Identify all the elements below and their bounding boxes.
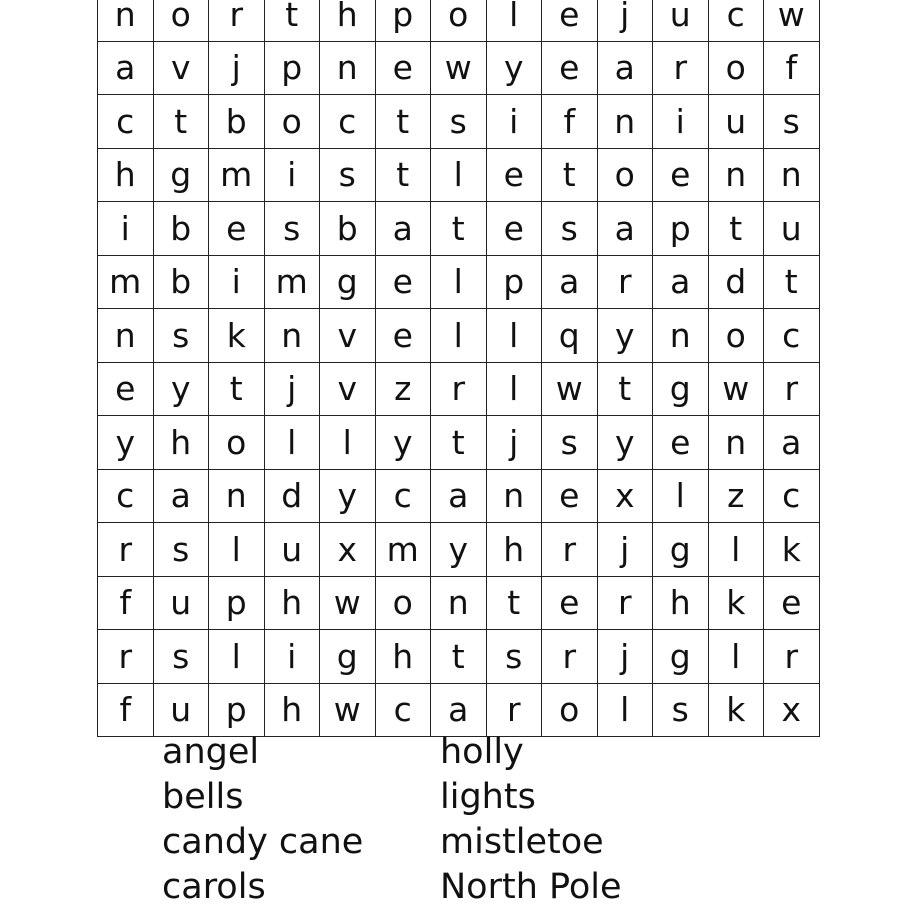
grid-cell[interactable]: r bbox=[542, 523, 598, 577]
grid-cell[interactable]: l bbox=[209, 630, 265, 684]
grid-cell[interactable]: x bbox=[320, 523, 376, 577]
grid-cell[interactable]: c bbox=[320, 95, 376, 149]
grid-cell[interactable]: s bbox=[153, 309, 209, 363]
word-list-item: lights bbox=[440, 777, 536, 817]
grid-cell[interactable]: t bbox=[375, 95, 431, 149]
grid-cell[interactable]: n bbox=[708, 148, 764, 202]
grid-cell[interactable]: p bbox=[209, 683, 265, 737]
grid-cell[interactable]: t bbox=[375, 148, 431, 202]
grid-cell[interactable]: o bbox=[708, 309, 764, 363]
grid-cell[interactable]: e bbox=[542, 41, 598, 95]
grid-cell[interactable]: o bbox=[375, 576, 431, 630]
grid-cell[interactable]: u bbox=[153, 683, 209, 737]
grid-cell[interactable]: l bbox=[653, 469, 709, 523]
grid-cell[interactable]: m bbox=[264, 255, 320, 309]
grid-cell[interactable]: u bbox=[653, 0, 709, 41]
grid-cell[interactable]: w bbox=[708, 362, 764, 416]
grid-cell[interactable]: e bbox=[98, 362, 154, 416]
word-list-item: North Pole bbox=[440, 867, 622, 907]
grid-cell[interactable]: s bbox=[264, 202, 320, 256]
grid-cell[interactable]: p bbox=[653, 202, 709, 256]
word-list-item: candy cane bbox=[162, 822, 364, 862]
grid-cell[interactable]: a bbox=[98, 41, 154, 95]
grid-cell[interactable]: a bbox=[153, 469, 209, 523]
grid-cell[interactable]: r bbox=[431, 362, 487, 416]
grid-cell[interactable]: s bbox=[486, 630, 542, 684]
grid-cell[interactable]: r bbox=[98, 630, 154, 684]
grid-cell[interactable]: e bbox=[764, 576, 820, 630]
grid-cell[interactable]: y bbox=[375, 416, 431, 470]
grid-cell[interactable]: l bbox=[708, 630, 764, 684]
word-list-item: bells bbox=[162, 777, 244, 817]
grid-cell[interactable]: o bbox=[209, 416, 265, 470]
grid-cell[interactable]: h bbox=[264, 576, 320, 630]
word-list-item: carols bbox=[162, 867, 266, 907]
grid-row bbox=[98, 255, 820, 309]
grid-cell[interactable]: a bbox=[597, 202, 653, 256]
grid-cell[interactable]: r bbox=[764, 362, 820, 416]
grid-cell[interactable]: c bbox=[98, 95, 154, 149]
grid-cell[interactable]: v bbox=[320, 309, 376, 363]
grid-cell[interactable]: k bbox=[209, 309, 265, 363]
grid-cell[interactable]: w bbox=[542, 362, 598, 416]
grid-cell[interactable]: k bbox=[708, 576, 764, 630]
grid-cell[interactable]: t bbox=[209, 362, 265, 416]
grid-cell[interactable]: v bbox=[153, 41, 209, 95]
grid-cell[interactable]: t bbox=[597, 362, 653, 416]
grid-cell[interactable]: o bbox=[431, 0, 487, 41]
grid-cell[interactable]: t bbox=[153, 95, 209, 149]
grid-row bbox=[98, 148, 820, 202]
grid-cell[interactable]: s bbox=[320, 148, 376, 202]
grid-cell[interactable]: j bbox=[264, 362, 320, 416]
grid-cell[interactable]: r bbox=[653, 41, 709, 95]
grid-row bbox=[98, 683, 820, 737]
grid-cell[interactable]: y bbox=[431, 523, 487, 577]
grid-cell[interactable]: m bbox=[98, 255, 154, 309]
grid-cell[interactable]: k bbox=[708, 683, 764, 737]
grid-cell[interactable]: t bbox=[431, 630, 487, 684]
grid-cell[interactable]: r bbox=[542, 630, 598, 684]
grid-cell[interactable]: g bbox=[153, 148, 209, 202]
grid-cell[interactable]: t bbox=[764, 255, 820, 309]
grid-cell[interactable]: w bbox=[320, 576, 376, 630]
grid-cell[interactable]: y bbox=[320, 469, 376, 523]
grid-cell[interactable]: i bbox=[653, 95, 709, 149]
grid-cell[interactable]: n bbox=[764, 148, 820, 202]
grid-cell[interactable]: y bbox=[153, 362, 209, 416]
grid-cell[interactable]: h bbox=[320, 0, 376, 41]
grid-cell[interactable]: y bbox=[597, 309, 653, 363]
grid-cell[interactable]: g bbox=[653, 523, 709, 577]
grid-row bbox=[98, 202, 820, 256]
grid-cell[interactable]: o bbox=[708, 41, 764, 95]
grid-cell[interactable]: h bbox=[264, 683, 320, 737]
grid-cell[interactable]: n bbox=[653, 309, 709, 363]
grid-cell[interactable]: h bbox=[98, 148, 154, 202]
grid-cell[interactable]: b bbox=[153, 255, 209, 309]
grid-cell[interactable]: i bbox=[264, 630, 320, 684]
grid-cell[interactable]: i bbox=[486, 95, 542, 149]
word-search-grid bbox=[97, 0, 820, 737]
grid-cell[interactable]: w bbox=[431, 41, 487, 95]
grid-cell[interactable]: g bbox=[653, 630, 709, 684]
grid-cell[interactable]: n bbox=[431, 576, 487, 630]
grid-cell[interactable]: f bbox=[764, 41, 820, 95]
grid-cell[interactable]: r bbox=[209, 0, 265, 41]
grid-cell[interactable]: c bbox=[375, 683, 431, 737]
grid-cell[interactable]: c bbox=[764, 309, 820, 363]
grid-cell[interactable]: c bbox=[708, 0, 764, 41]
grid-cell[interactable]: e bbox=[486, 148, 542, 202]
grid-cell[interactable]: w bbox=[764, 0, 820, 41]
grid-cell[interactable]: u bbox=[264, 523, 320, 577]
grid-cell[interactable]: s bbox=[153, 523, 209, 577]
grid-cell[interactable]: q bbox=[542, 309, 598, 363]
grid-cell[interactable]: r bbox=[597, 255, 653, 309]
word-list-left bbox=[162, 730, 363, 910]
grid-cell[interactable]: e bbox=[375, 309, 431, 363]
word-list-item: holly bbox=[440, 732, 524, 772]
grid-cell[interactable]: o bbox=[153, 0, 209, 41]
grid-cell[interactable]: g bbox=[320, 255, 376, 309]
grid-cell[interactable]: n bbox=[264, 309, 320, 363]
grid-cell[interactable]: n bbox=[597, 95, 653, 149]
grid-cell[interactable]: c bbox=[98, 469, 154, 523]
grid-cell[interactable]: s bbox=[153, 630, 209, 684]
grid-body bbox=[98, 0, 820, 737]
grid-cell[interactable]: y bbox=[486, 41, 542, 95]
grid-row bbox=[98, 416, 820, 470]
grid-cell[interactable]: u bbox=[764, 202, 820, 256]
grid-cell[interactable]: x bbox=[764, 683, 820, 737]
grid-cell[interactable]: c bbox=[375, 469, 431, 523]
grid-cell[interactable]: l bbox=[486, 0, 542, 41]
grid-cell[interactable]: h bbox=[153, 416, 209, 470]
grid-cell[interactable]: l bbox=[486, 309, 542, 363]
grid-cell[interactable]: r bbox=[98, 523, 154, 577]
grid-cell[interactable]: f bbox=[98, 683, 154, 737]
grid-cell[interactable]: h bbox=[375, 630, 431, 684]
grid-cell[interactable]: l bbox=[431, 255, 487, 309]
grid-cell[interactable]: j bbox=[597, 630, 653, 684]
grid-cell[interactable]: s bbox=[542, 202, 598, 256]
grid-cell[interactable]: d bbox=[264, 469, 320, 523]
grid-row bbox=[98, 309, 820, 363]
grid-cell[interactable]: m bbox=[209, 148, 265, 202]
grid-row bbox=[98, 576, 820, 630]
grid-cell[interactable]: s bbox=[653, 683, 709, 737]
grid-row bbox=[98, 630, 820, 684]
grid-row bbox=[98, 523, 820, 577]
grid-cell[interactable]: r bbox=[597, 576, 653, 630]
grid-cell[interactable]: e bbox=[486, 202, 542, 256]
grid-cell[interactable]: w bbox=[320, 683, 376, 737]
grid-cell[interactable]: e bbox=[653, 416, 709, 470]
grid-cell[interactable]: e bbox=[209, 202, 265, 256]
grid-cell[interactable]: a bbox=[653, 255, 709, 309]
grid-row bbox=[98, 469, 820, 523]
grid-cell[interactable]: a bbox=[542, 255, 598, 309]
grid-cell[interactable]: e bbox=[375, 41, 431, 95]
grid-cell[interactable]: h bbox=[653, 576, 709, 630]
grid-cell[interactable]: k bbox=[764, 523, 820, 577]
grid-cell[interactable]: t bbox=[264, 0, 320, 41]
grid-cell[interactable]: a bbox=[431, 469, 487, 523]
grid-cell[interactable]: t bbox=[431, 202, 487, 256]
grid-cell[interactable]: g bbox=[653, 362, 709, 416]
grid-row bbox=[98, 41, 820, 95]
grid-cell[interactable]: j bbox=[209, 41, 265, 95]
grid-cell[interactable]: o bbox=[542, 683, 598, 737]
grid-cell[interactable]: f bbox=[98, 576, 154, 630]
grid-cell[interactable]: b bbox=[153, 202, 209, 256]
grid-cell[interactable]: p bbox=[486, 255, 542, 309]
grid-row bbox=[98, 362, 820, 416]
grid-cell[interactable]: n bbox=[209, 469, 265, 523]
grid-cell[interactable]: l bbox=[708, 523, 764, 577]
grid-cell[interactable]: n bbox=[98, 0, 154, 41]
word-list-item: mistletoe bbox=[440, 822, 604, 862]
grid-cell[interactable]: i bbox=[98, 202, 154, 256]
grid-cell[interactable]: e bbox=[542, 576, 598, 630]
grid-cell[interactable]: t bbox=[486, 576, 542, 630]
grid-cell[interactable]: z bbox=[375, 362, 431, 416]
grid-cell[interactable]: v bbox=[320, 362, 376, 416]
grid-cell[interactable]: l bbox=[264, 416, 320, 470]
grid-cell[interactable]: n bbox=[708, 416, 764, 470]
grid-cell[interactable]: a bbox=[597, 41, 653, 95]
grid-cell[interactable]: i bbox=[209, 255, 265, 309]
grid-cell[interactable]: f bbox=[542, 95, 598, 149]
grid-row bbox=[98, 95, 820, 149]
grid-row bbox=[98, 0, 820, 41]
grid-cell[interactable]: o bbox=[264, 95, 320, 149]
grid-cell[interactable]: s bbox=[764, 95, 820, 149]
grid-cell[interactable]: p bbox=[264, 41, 320, 95]
grid-cell[interactable]: n bbox=[320, 41, 376, 95]
grid-cell[interactable]: l bbox=[486, 362, 542, 416]
grid-cell[interactable]: e bbox=[375, 255, 431, 309]
grid-cell[interactable]: u bbox=[708, 95, 764, 149]
grid-cell[interactable]: b bbox=[320, 202, 376, 256]
grid-cell[interactable]: l bbox=[431, 148, 487, 202]
grid-cell[interactable]: b bbox=[209, 95, 265, 149]
grid-cell[interactable]: c bbox=[764, 469, 820, 523]
grid-cell[interactable]: a bbox=[764, 416, 820, 470]
grid-cell[interactable]: l bbox=[209, 523, 265, 577]
grid-cell[interactable]: d bbox=[708, 255, 764, 309]
grid-cell[interactable]: l bbox=[597, 683, 653, 737]
grid-cell[interactable]: p bbox=[209, 576, 265, 630]
grid-cell[interactable]: z bbox=[708, 469, 764, 523]
grid-cell[interactable]: l bbox=[320, 416, 376, 470]
grid-cell[interactable]: a bbox=[431, 683, 487, 737]
grid-cell[interactable]: t bbox=[431, 416, 487, 470]
word-list-right bbox=[440, 730, 622, 910]
grid-cell[interactable]: g bbox=[320, 630, 376, 684]
grid-cell[interactable]: n bbox=[486, 469, 542, 523]
grid-cell[interactable]: u bbox=[153, 576, 209, 630]
grid-cell[interactable]: i bbox=[264, 148, 320, 202]
grid-cell[interactable]: e bbox=[542, 469, 598, 523]
grid-cell[interactable]: s bbox=[431, 95, 487, 149]
grid-cell[interactable]: e bbox=[653, 148, 709, 202]
grid-cell[interactable]: a bbox=[375, 202, 431, 256]
grid-cell[interactable]: r bbox=[764, 630, 820, 684]
grid-cell[interactable]: j bbox=[597, 523, 653, 577]
grid-cell[interactable]: t bbox=[708, 202, 764, 256]
grid-cell[interactable]: r bbox=[486, 683, 542, 737]
grid-cell[interactable]: m bbox=[375, 523, 431, 577]
word-list-item: angel bbox=[162, 732, 260, 772]
grid-cell[interactable]: x bbox=[597, 469, 653, 523]
grid-cell[interactable]: s bbox=[542, 416, 598, 470]
grid-cell[interactable]: h bbox=[486, 523, 542, 577]
grid-cell[interactable]: y bbox=[98, 416, 154, 470]
grid-cell[interactable]: l bbox=[431, 309, 487, 363]
grid-cell[interactable]: y bbox=[597, 416, 653, 470]
grid-cell[interactable]: t bbox=[542, 148, 598, 202]
grid-cell[interactable]: o bbox=[597, 148, 653, 202]
grid-cell[interactable]: j bbox=[486, 416, 542, 470]
grid-cell[interactable]: j bbox=[597, 0, 653, 41]
grid-cell[interactable]: e bbox=[542, 0, 598, 41]
grid-cell[interactable]: p bbox=[375, 0, 431, 41]
grid-cell[interactable]: n bbox=[98, 309, 154, 363]
